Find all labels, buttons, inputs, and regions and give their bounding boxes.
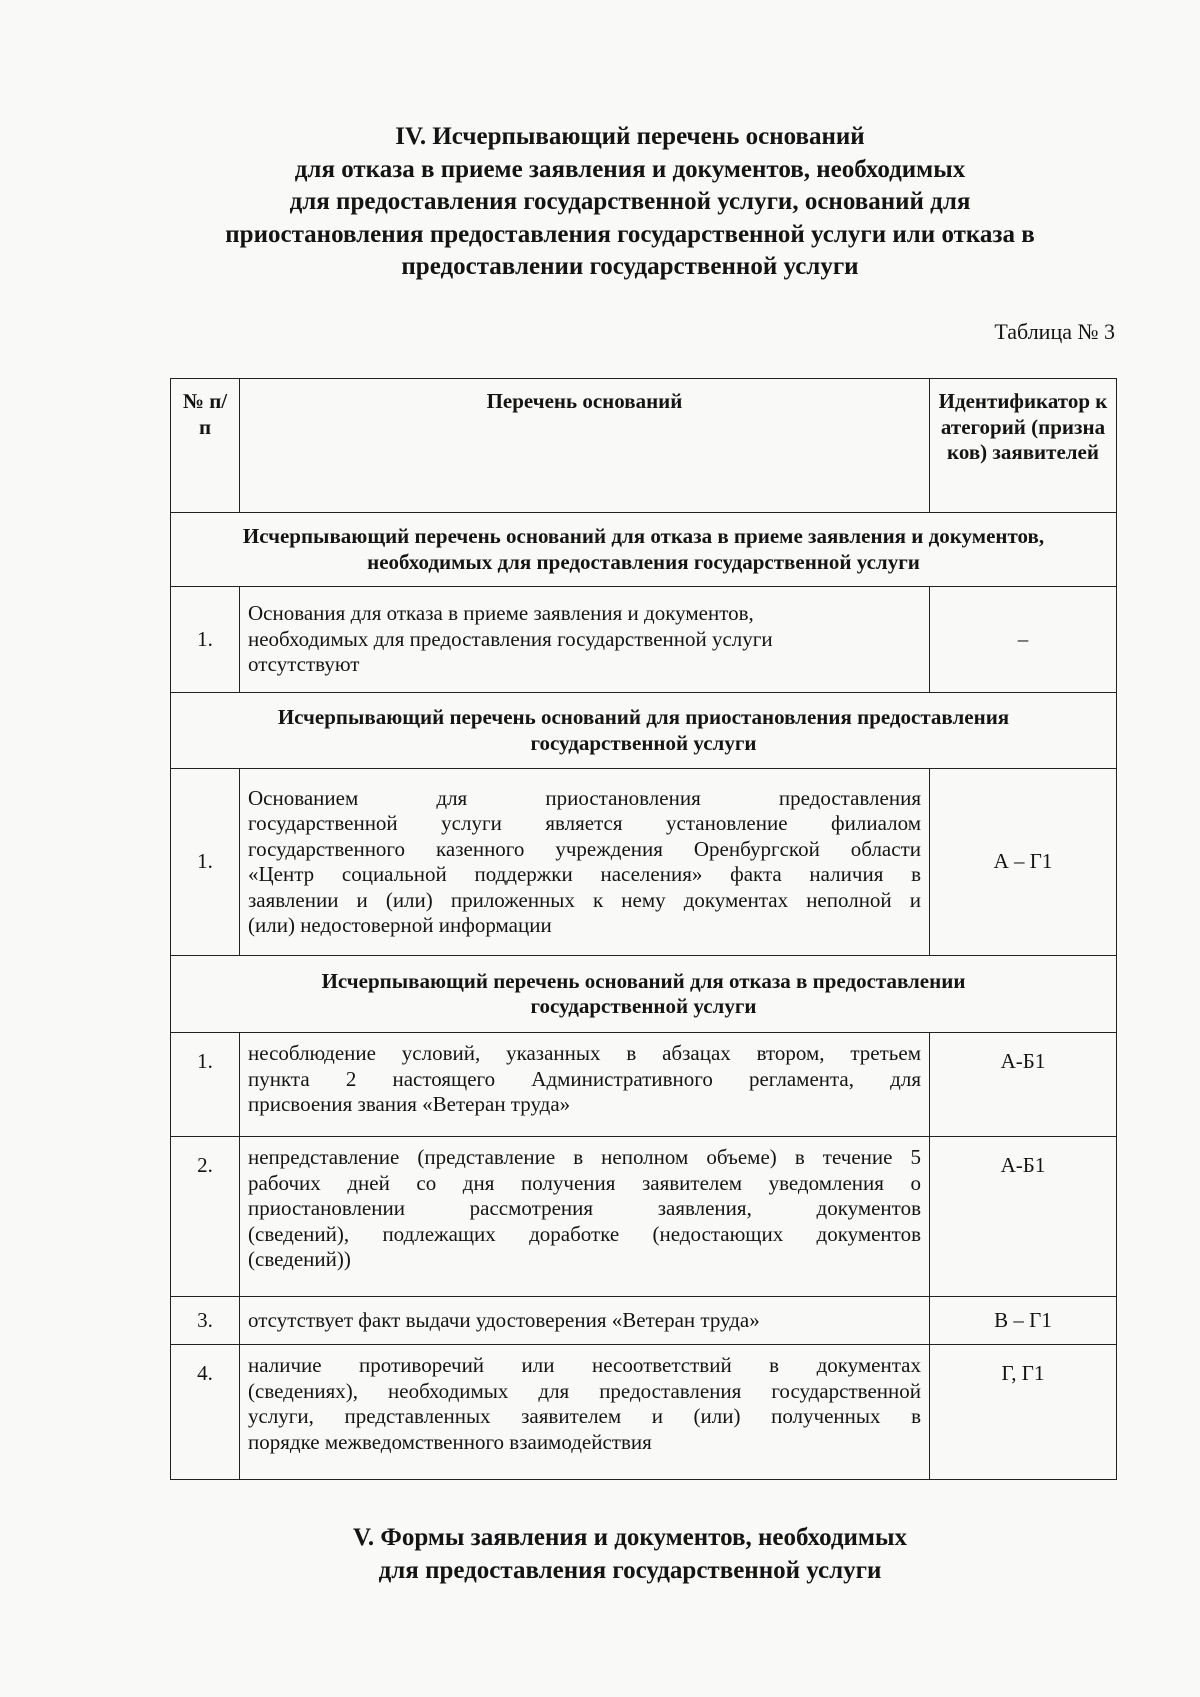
table-row	[171, 587, 1117, 693]
section-iv-heading	[140, 121, 1120, 284]
row-number: 1.	[171, 1033, 240, 1137]
section-title: Исчерпывающий перечень оснований для отказа в приеме заявления и документов, необходимых для предоставления государственной услуги	[171, 513, 1117, 587]
heading-line: IV. Исчерпывающий перечень оснований	[395, 123, 865, 150]
heading-line: V. Формы заявления и документов, необходимых	[353, 1524, 907, 1551]
header-ident: Идентификатор категорий (признаков) заявителей	[930, 379, 1117, 513]
section-row	[171, 956, 1117, 1033]
section-title: Исчерпывающий перечень оснований для приостановления предоставления государственной услуги	[171, 693, 1117, 769]
row-text: наличие противоречий или несоответствий в документах (сведениях), необходимых для предоставления государственной услуги, представленных заявителем и (или) полученных в порядке межведомственного взаимодействия	[240, 1345, 930, 1480]
row-number: 3.	[171, 1297, 240, 1345]
section-row	[171, 693, 1117, 769]
row-identifier: А-Б1	[930, 1137, 1117, 1297]
table-row	[171, 1297, 1117, 1345]
table-row	[171, 1345, 1117, 1480]
table-row	[171, 1033, 1117, 1137]
grounds-table	[170, 378, 1117, 1480]
row-identifier: Г, Г1	[930, 1345, 1117, 1480]
row-number: 1.	[171, 769, 240, 956]
header-list: Перечень оснований	[240, 379, 930, 513]
heading-line: приостановления предоставления государственной услуги или отказа в	[225, 220, 1035, 248]
row-text: Основанием для приостановления предоставления государственной услуги является установление филиалом государственного казенного учреждения Оренбургской области «Центр социальной поддержки населения» факта наличия в заявлении и (или) приложенных к нему документах неполной и (или) недостоверной информации	[240, 769, 930, 956]
section-row	[171, 513, 1117, 587]
heading-line: для предоставления государственной услуги	[378, 1557, 882, 1584]
section-title: Исчерпывающий перечень оснований для отказа в предоставлении государственной услуги	[171, 956, 1117, 1033]
row-identifier: В – Г1	[930, 1297, 1117, 1345]
heading-line: для отказа в приеме заявления и документов, необходимых	[294, 155, 966, 183]
row-number: 1.	[171, 587, 240, 693]
header-num: № п/п	[171, 379, 240, 513]
row-text: несоблюдение условий, указанных в абзацах втором, третьем пункта 2 настоящего Административного регламента, для присвоения звания «Ветеран труда»	[240, 1033, 930, 1137]
row-identifier: –	[930, 587, 1117, 693]
row-text: отсутствует факт выдачи удостоверения «Ветеран труда»	[240, 1297, 930, 1345]
heading-line: предоставлении государственной услуги	[401, 253, 859, 280]
row-number: 2.	[171, 1137, 240, 1297]
row-text: Основания для отказа в приеме заявления и документов, необходимых для предоставления государственной услуги отсутствуют	[240, 587, 930, 693]
table-row	[171, 1137, 1117, 1297]
row-identifier: А-Б1	[930, 1033, 1117, 1137]
table-header-row	[171, 379, 1117, 513]
table-row	[171, 769, 1117, 956]
section-v-heading	[140, 1521, 1120, 1587]
row-identifier: А – Г1	[930, 769, 1117, 956]
table-caption: Таблица № 3	[994, 319, 1115, 344]
row-number: 4.	[171, 1345, 240, 1480]
row-text: непредставление (представление в неполном объеме) в течение 5 рабочих дней со дня получения заявителем уведомления о приостановлении рассмотрения заявления, документов (сведений), подлежащих доработке (недостающих документов (сведений))	[240, 1137, 930, 1297]
heading-line: для предоставления государственной услуги, оснований для	[289, 188, 971, 215]
